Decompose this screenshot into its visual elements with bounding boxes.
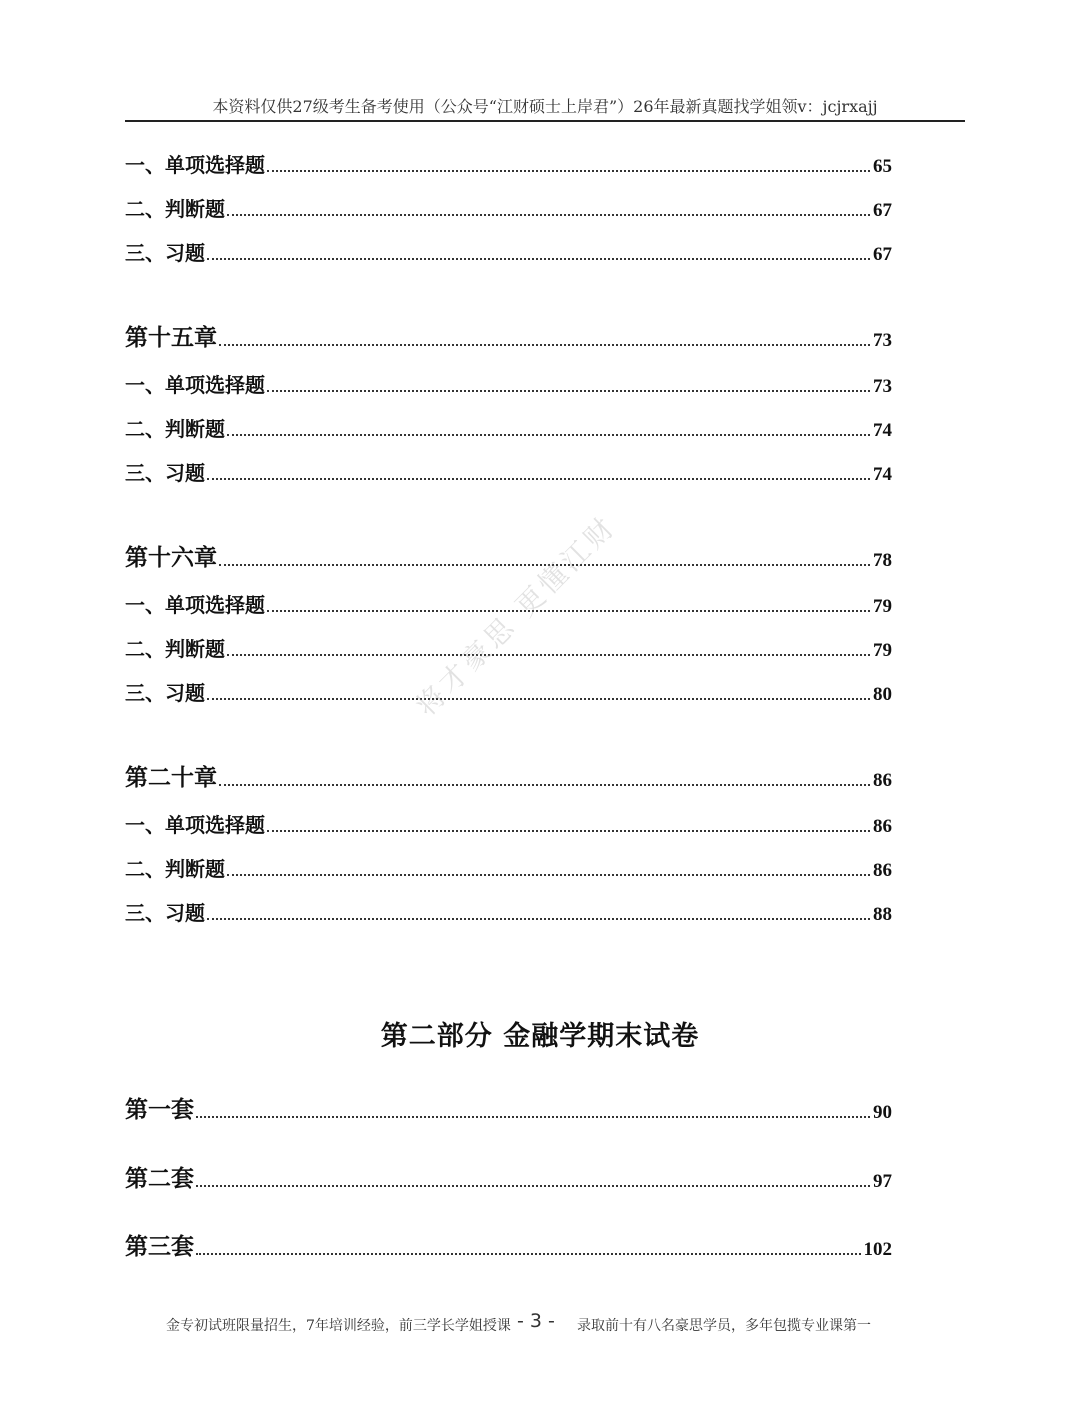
toc-entry[interactable] <box>125 368 892 398</box>
toc-set-label: 第三套 <box>125 1233 194 1260</box>
dot-leader <box>219 784 870 786</box>
toc-entry-page: 79 <box>873 640 892 661</box>
toc-entry-label: 二、判断题 <box>125 197 225 221</box>
page-number: - 3 - <box>517 1310 555 1332</box>
toc-set-label: 第一套 <box>125 1096 194 1123</box>
dot-leader <box>267 610 870 612</box>
toc-entry-label: 一、单项选择题 <box>125 153 265 177</box>
toc-set[interactable] <box>125 1094 892 1124</box>
toc-chapter[interactable] <box>125 762 892 792</box>
toc-entry-page: 86 <box>873 816 892 837</box>
toc-entry-label: 一、单项选择题 <box>125 813 265 837</box>
toc-entry-page: 88 <box>873 904 892 925</box>
dot-leader <box>227 654 870 656</box>
toc-set-page: 102 <box>863 1239 892 1260</box>
dot-leader <box>207 918 870 920</box>
toc-entry-label: 二、判断题 <box>125 417 225 441</box>
toc-entry-label: 三、习题 <box>125 461 205 485</box>
toc-chapter-page: 73 <box>873 330 892 351</box>
footer-right-text: 录取前十有八名豪思学员，多年包揽专业课第一 <box>577 1318 871 1334</box>
dot-leader <box>207 478 870 480</box>
dot-leader <box>227 874 870 876</box>
toc-entry[interactable] <box>125 808 892 838</box>
part-two-title: 第二部分 金融学期末试卷 <box>380 1021 700 1052</box>
toc-entry[interactable] <box>125 192 892 222</box>
dot-leader <box>196 1253 861 1255</box>
dot-leader <box>267 390 870 392</box>
dot-leader <box>196 1185 870 1187</box>
dot-leader <box>196 1116 870 1118</box>
toc-chapter-label: 第十五章 <box>125 324 217 351</box>
toc-entry-page: 79 <box>873 596 892 617</box>
toc-entry-page: 86 <box>873 860 892 881</box>
toc-set[interactable] <box>125 1231 892 1261</box>
toc-set-page: 90 <box>873 1102 892 1123</box>
dot-leader <box>267 830 870 832</box>
toc-entry[interactable] <box>125 148 892 178</box>
toc-chapter-page: 78 <box>873 550 892 571</box>
toc-entry-label: 一、单项选择题 <box>125 593 265 617</box>
dot-leader <box>227 214 870 216</box>
toc-entry-page: 73 <box>873 376 892 397</box>
toc-chapter-label: 第十六章 <box>125 544 217 571</box>
toc-entry-page: 74 <box>873 420 892 441</box>
footer-left-text: 金专初试班限量招生，7年培训经验，前三学长学姐授课 <box>166 1318 511 1334</box>
header-text: 本资料仅供27级考生备考使用（公众号“江财硕士上岸君”）26年最新真题找学姐领v：jcjrxajj <box>212 97 878 116</box>
toc-entry[interactable] <box>125 456 892 486</box>
toc-entry-label: 三、习题 <box>125 241 205 265</box>
dot-leader <box>207 258 870 260</box>
toc-entry[interactable] <box>125 852 892 882</box>
dot-leader <box>227 434 870 436</box>
toc-entry-label: 三、习题 <box>125 901 205 925</box>
toc-entry-page: 67 <box>873 244 892 265</box>
toc-entry[interactable] <box>125 676 892 706</box>
header-rule <box>125 120 965 122</box>
dot-leader <box>207 698 870 700</box>
toc-entry-page: 74 <box>873 464 892 485</box>
toc-entry-label: 三、习题 <box>125 681 205 705</box>
toc-entry-label: 二、判断题 <box>125 637 225 661</box>
toc-entry-page: 80 <box>873 684 892 705</box>
dot-leader <box>267 170 870 172</box>
toc-entry-page: 67 <box>873 200 892 221</box>
toc-entry[interactable] <box>125 896 892 926</box>
toc-chapter-page: 86 <box>873 770 892 791</box>
toc-set[interactable] <box>125 1163 892 1193</box>
toc-chapter[interactable] <box>125 542 892 572</box>
toc-set-page: 97 <box>873 1171 892 1192</box>
toc-set-label: 第二套 <box>125 1165 194 1192</box>
toc-chapter[interactable] <box>125 322 892 352</box>
toc-entry-label: 二、判断题 <box>125 857 225 881</box>
toc-entry-page: 65 <box>873 156 892 177</box>
toc-entry[interactable] <box>125 412 892 442</box>
dot-leader <box>219 344 870 346</box>
toc-chapter-label: 第二十章 <box>125 764 217 791</box>
toc-entry[interactable] <box>125 236 892 266</box>
watermark: 将才豪思 更懂江财 <box>409 509 623 723</box>
toc-entry-label: 一、单项选择题 <box>125 373 265 397</box>
